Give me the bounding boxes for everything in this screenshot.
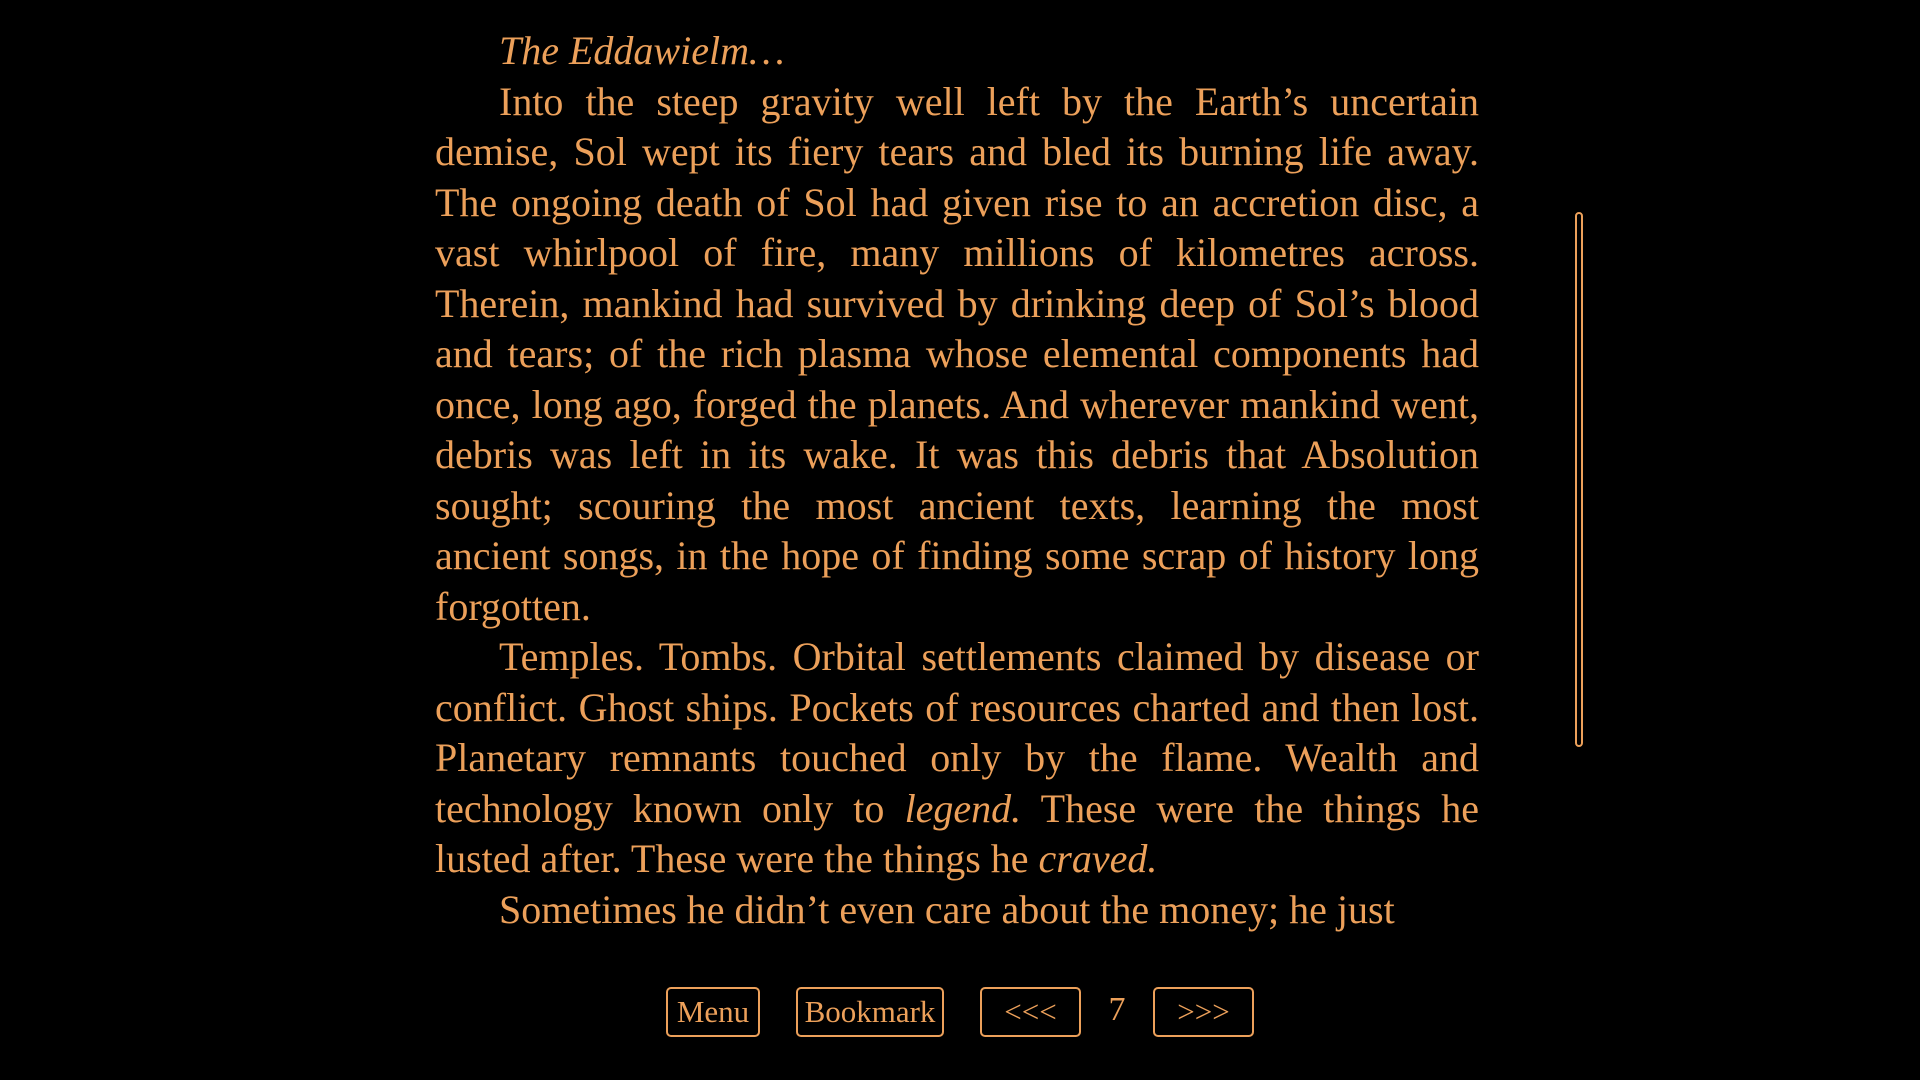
- paragraph: [435, 885, 1479, 936]
- bookmark-button[interactable]: Bookmark: [796, 987, 944, 1037]
- paragraph: [435, 77, 1479, 633]
- reader-text: [435, 26, 1479, 935]
- paragraph-text: Temples. Tombs. Orbital settlements claimed by disease or conflict. Ghost ships. Pockets of resources charted and then lost. Planetary remnants touched only by the flame. Wealth and technology known only to: [435, 634, 1479, 831]
- italic-text: legend.: [904, 785, 1022, 831]
- previous-page-button[interactable]: <<<: [980, 987, 1081, 1037]
- next-page-button[interactable]: >>>: [1153, 987, 1254, 1037]
- scrollbar[interactable]: [1575, 212, 1583, 747]
- paragraph: [435, 632, 1479, 885]
- paragraph-text: Into the steep gravity well left by the Earth’s uncertain demise, Sol wept its fiery tears and bled its burning life away. The ongoing death of Sol had given rise to an accretion disc, a vast whirlpool of fire, many millions of kilometres across. Therein, mankind had survived by drinking deep of Sol’s blood and tears; of the rich plasma whose elemental components had once, long ago, forged the planets. And wherever mankind went, debris was left in its wake. It was this debris that Absolution sought; scouring the most ancient texts, learning the most ancient songs, in the hope of finding some scrap of history long forgotten.: [435, 78, 1479, 629]
- chapter-heading: The Eddawielm…: [499, 28, 785, 73]
- paragraph-text: These were the things he lusted after. These were the things he: [435, 785, 1479, 881]
- navigation-bar: [0, 987, 1920, 1037]
- page-number: 7: [1108, 991, 1126, 1028]
- paragraph-text: Sometimes he didn’t even care about the money; he just: [499, 886, 1395, 932]
- italic-text: craved.: [1038, 836, 1158, 881]
- menu-button[interactable]: Menu: [666, 987, 760, 1037]
- paragraph-list: [435, 77, 1479, 936]
